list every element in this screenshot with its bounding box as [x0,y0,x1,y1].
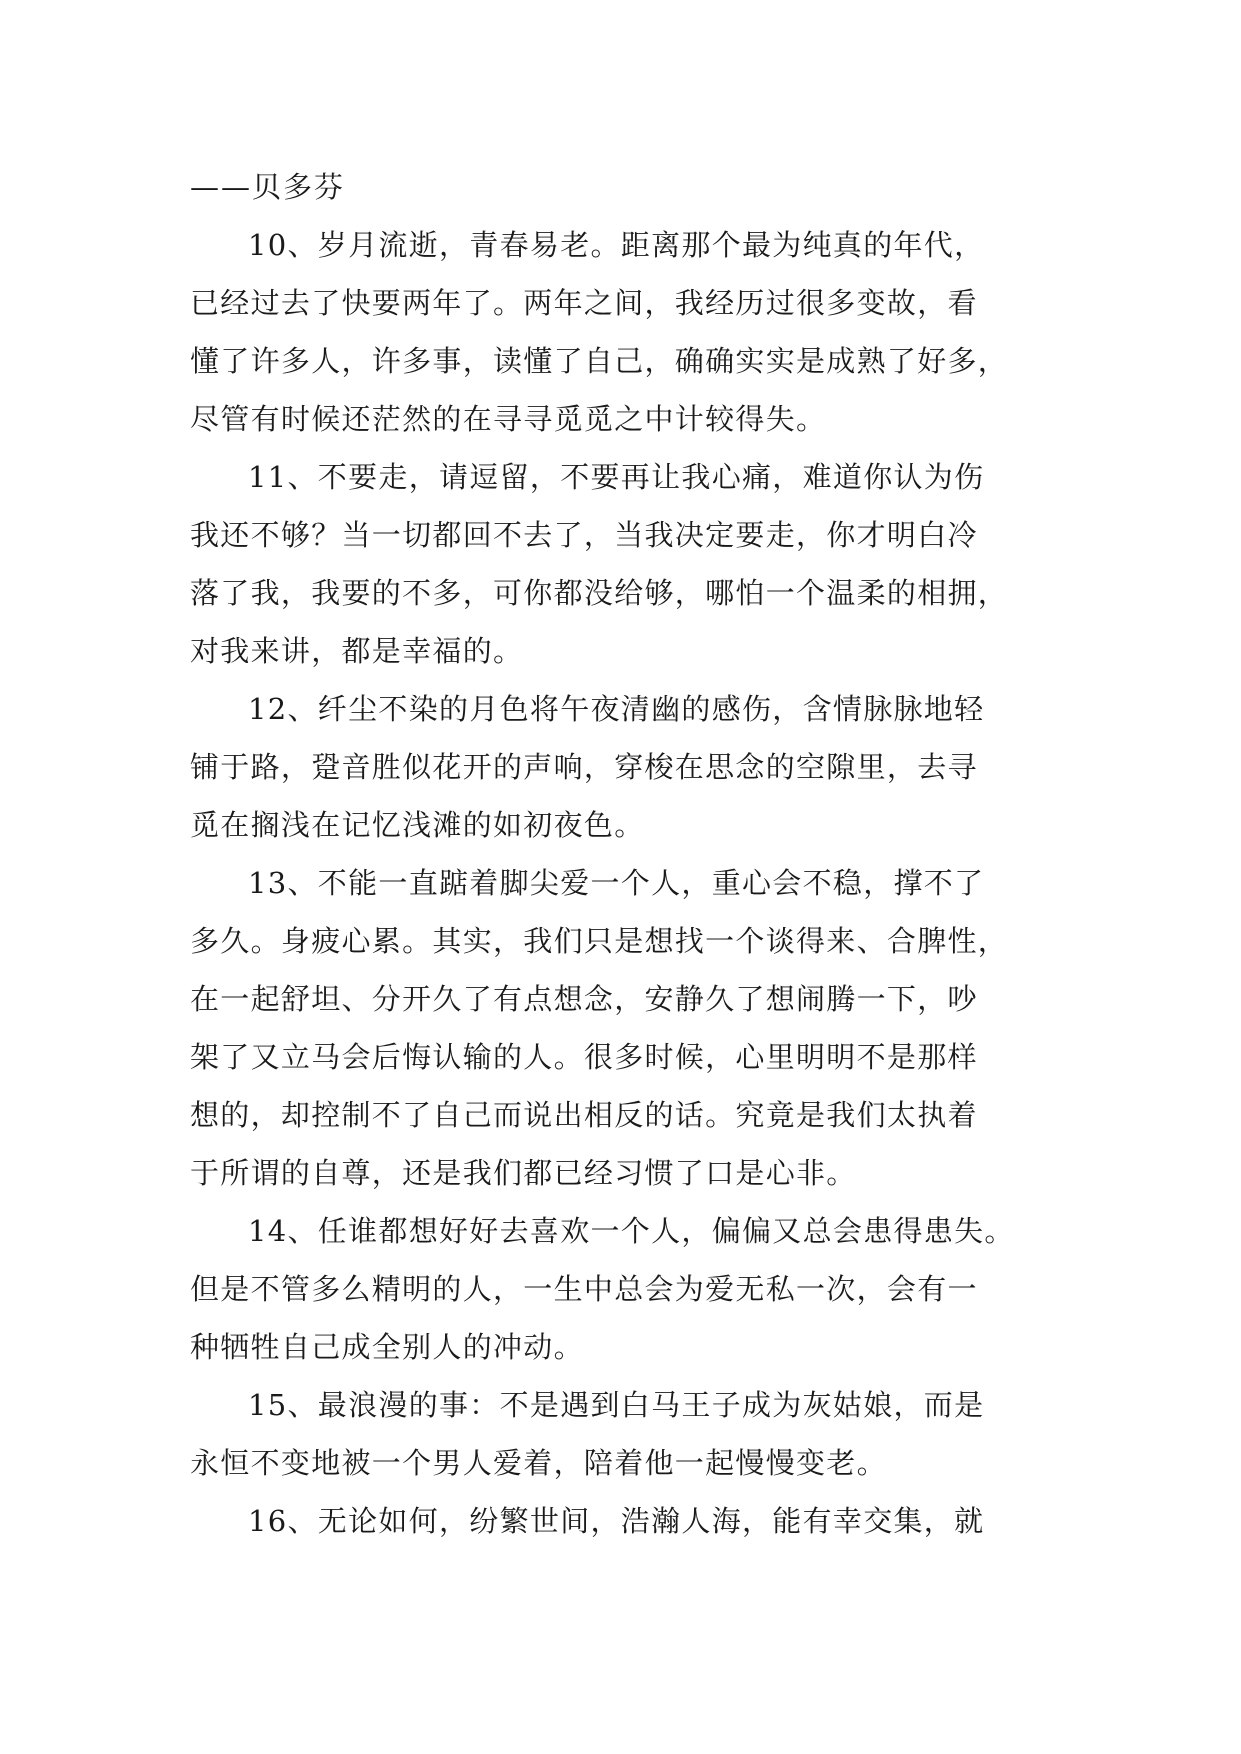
paragraph-line: 多久。身疲心累。其实，我们只是想找一个谈得来、合脾性， [190,924,1009,958]
paragraph-line: 12、纤尘不染的月色将午夜清幽的感伤，含情脉脉地轻 [248,692,985,726]
paragraph-line: 但是不管多么精明的人，一生中总会为爱无私一次，会有一 [190,1272,978,1306]
paragraph-10 [190,216,1050,448]
paragraph-14 [190,1202,1050,1376]
paragraph-line: 我还不够？当一切都回不去了，当我决定要走，你才明白冷 [190,518,978,552]
paragraph-line: 15、最浪漫的事：不是遇到白马王子成为灰姑娘，而是 [248,1388,985,1422]
paragraph-line: 14、任谁都想好好去喜欢一个人，偏偏又总会患得患失。 [248,1214,1015,1248]
paragraph-line: 想的，却控制不了自己而说出相反的话。究竟是我们太执着 [190,1098,978,1132]
paragraph-13 [190,854,1050,1202]
paragraph-11 [190,448,1050,680]
paragraph-line: 13、不能一直踮着脚尖爱一个人，重心会不稳，撑不了 [248,866,985,900]
paragraph-12 [190,680,1050,854]
paragraph-16 [190,1492,1050,1550]
paragraph-line: 永恒不变地被一个男人爱着，陪着他一起慢慢变老。 [190,1446,887,1480]
paragraph-line: 落了我，我要的不多，可你都没给够，哪怕一个温柔的相拥， [190,576,1009,610]
paragraph-line: 觅在搁浅在记忆浅滩的如初夜色。 [190,808,645,842]
document-body [190,158,1050,1550]
paragraph-line: 已经过去了快要两年了。两年之间，我经历过很多变故，看 [190,286,978,320]
paragraph-line: 铺于路，跫音胜似花开的声响，穿梭在思念的空隙里，去寻 [190,750,978,784]
paragraph-line: 于所谓的自尊，还是我们都已经习惯了口是心非。 [190,1156,857,1190]
paragraph-line: 尽管有时候还茫然的在寻寻觅觅之中计较得失。 [190,402,827,436]
paragraph-line: 种牺牲自己成全别人的冲动。 [190,1330,584,1364]
paragraph-line: 对我来讲，都是幸福的。 [190,634,524,668]
paragraph-15 [190,1376,1050,1492]
paragraph-line: 在一起舒坦、分开久了有点想念，安静久了想闹腾一下，吵 [190,982,978,1016]
paragraph-line: 架了又立马会后悔认输的人。很多时候，心里明明不是那样 [190,1040,978,1074]
paragraph-line: 10、岁月流逝，青春易老。距离那个最为纯真的年代， [248,228,985,262]
paragraph-line: 16、无论如何，纷繁世间，浩瀚人海，能有幸交集，就 [248,1504,985,1538]
quote-attribution: ——贝多芬 [190,170,346,204]
paragraph-line: 11、不要走，请逗留，不要再让我心痛，难道你认为伤 [248,460,985,494]
paragraph-line: 懂了许多人，许多事，读懂了自己，确确实实是成熟了好多， [190,344,1009,378]
